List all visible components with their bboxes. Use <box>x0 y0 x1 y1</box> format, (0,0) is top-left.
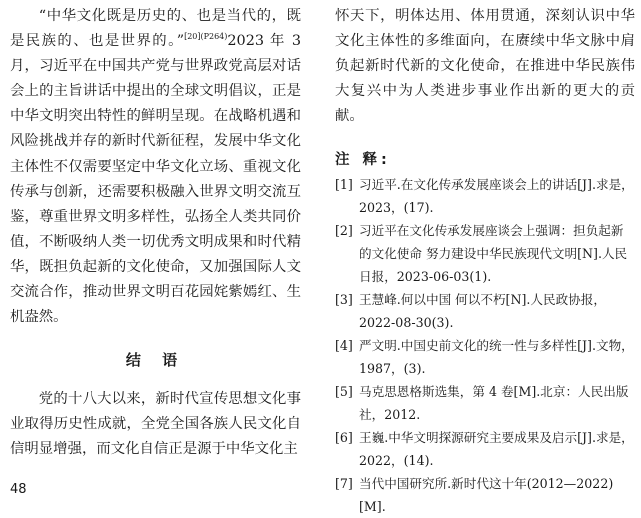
left-column <box>10 4 301 463</box>
reference-number: [7] <box>335 476 353 492</box>
reference-text: 马克思恩格斯选集，第 4 卷[M].北京：人民出版社，2012. <box>359 384 629 423</box>
quote-text: “中华文化既是历史的、也是当代的，既是民族的、也是世界的。” <box>10 8 301 50</box>
reference-number: [1] <box>335 177 353 193</box>
reference-item <box>335 426 635 472</box>
reference-text: 王巍.中华文明探源研究主要成果及启示[J].求是，2022，(14). <box>359 430 634 469</box>
reference-text: 当代中国研究所.新时代这十年(2012—2022)[M]. <box>359 476 614 515</box>
notes-heading: 注 释: <box>335 152 391 169</box>
conclusion-heading: 结 语 <box>125 351 186 370</box>
right-column <box>335 4 635 518</box>
reference-number: [4] <box>335 338 353 354</box>
citation-marker: [20](P264) <box>184 32 228 42</box>
reference-item <box>335 472 635 518</box>
reference-item <box>335 380 635 426</box>
reference-text: 习近平.在文化传承发展座谈会上的讲话[J].求是，2023，(17). <box>359 177 634 216</box>
reference-text: 习近平在文化传承发展座谈会上强调：担负起新的文化使命 努力建设中华民族现代文明[N].人民日报，2023-06-03(1). <box>359 223 628 285</box>
reference-list <box>335 173 635 518</box>
page-number: 48 <box>10 482 27 497</box>
reference-text: 王慧峰.何以中国 何以不朽[N].人民政协报，2022-08-30(3). <box>359 292 606 331</box>
reference-item <box>335 173 635 219</box>
paragraph-text: 2023 年 3 月，习近平在中国共产党与世界政党高层对话会上的主旨讲话中提出的全球文明倡议，正是中华文明突出特性的鲜明呈现。在战略机遇和风险挑战并存的新时代新征程，发展中华文化主体性不仅需要坚定中华文化立场、重视文化传承与创新，还需要积极融入世界文明交流互鉴，尊重世界文明多样性，弘扬全人类共同价值，不断吸纳人类一切优秀文明成果和时代精华，既担负起新的文化使命，又加强国际人文交流合作，推动世界文明百花园姹紫嫣红、生机盎然。 <box>10 33 301 326</box>
reference-number: [3] <box>335 292 353 308</box>
body-paragraph-continued: 怀天下，明体达用、体用贯通，深刻认识中华文化主体性的多维面向，在赓续中华文脉中肩负起新时代新的文化使命，在推进中华民族伟大复兴中为人类进步事业作出新的更大的贡献。 <box>335 8 635 125</box>
reference-item <box>335 334 635 380</box>
reference-number: [5] <box>335 384 353 400</box>
reference-text: 严文明.中国史前文化的统一性与多样性[J].文物，1987，(3). <box>359 338 634 377</box>
body-paragraph-1 <box>10 4 301 330</box>
reference-number: [6] <box>335 430 353 446</box>
body-paragraph-2: 党的十八大以来，新时代宣传思想文化事业取得历史性成就，全党全国各族人民文化自信明显增强，而文化自信正是源于中华文化主 <box>10 391 301 458</box>
reference-number: [2] <box>335 223 353 239</box>
reference-item <box>335 288 635 334</box>
reference-item <box>335 219 635 288</box>
